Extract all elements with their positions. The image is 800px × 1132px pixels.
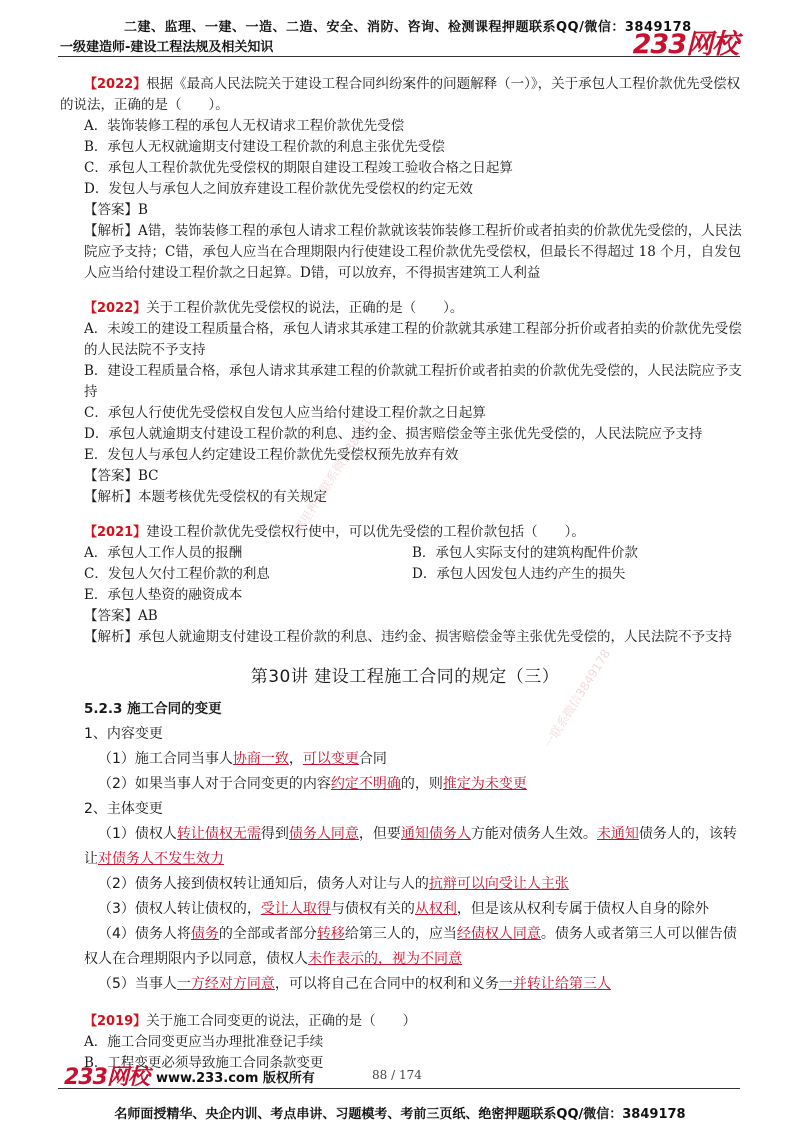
question-stem: 建设工程价款优先受偿权行使中，可以优先受偿的工程价款包括（ ）。	[146, 524, 585, 540]
highlight: 债务人同意	[288, 826, 359, 842]
content-line: （1）债权人转让债权无需得到债务人同意，但要通知债务人方能对债务人生效。未通知债务人的，该转让对债务人不发生效力	[84, 826, 737, 867]
subheading: 1、内容变更	[84, 726, 163, 742]
page-content	[60, 74, 750, 1074]
highlight: 转移	[316, 926, 345, 942]
question-stem: 关于施工合同变更的说法，正确的是（ ）	[146, 1013, 417, 1029]
option-b: B．工程变更必须导致施工合同条款变更	[84, 1055, 324, 1071]
content-line: （5）当事人一方经对方同意，可以将自己在合同中的权利和义务一并转让给第三人	[98, 976, 611, 992]
header-divider	[58, 56, 740, 57]
option-d: D．承包人就逾期支付建设工程价款的利息、违约金、损害赔偿金等主张优先受偿的，人民法院应予支持	[84, 426, 703, 442]
option-d: D．承包人因发包人违约产生的损失	[412, 566, 626, 582]
footer-note: 名师面授精华、央企内训、考点串讲、习题模考、考前三页纸、绝密押题联系QQ/微信：3849178	[114, 1107, 686, 1122]
content-line: （4）债务人将债务的全部或者部分转移给第三人的，应当经债权人同意。债务人或者第三人可以催告债权人在合理期限内予以同意，债权人未作表示的，视为不同意	[84, 926, 737, 967]
question-stem: 关于工程价款优先受偿权的说法，正确的是（ ）。	[146, 300, 464, 316]
year-tag: 【2019】	[84, 1014, 147, 1029]
option-c: C．发包人欠付工程价款的利息	[84, 566, 270, 582]
question-stem: 根据《最高人民法院关于建设工程合同纠纷案件的问题解释（一）》，关于承包人工程价款优先受偿权的说法，正确的是（ ）。	[60, 76, 741, 113]
option-b: B．建设工程质量合格，承包人请求其承建工程的价款就工程折价或者拍卖的价款优先受偿的，人民法院应予支持	[84, 363, 742, 400]
option-b: B．承包人实际支付的建筑构配件价款	[412, 545, 638, 561]
subheading: 2、主体变更	[84, 801, 163, 817]
highlight: 抗辩可以向受让人主张	[428, 876, 569, 892]
content-line: （2）如果当事人对于合同变更的内容约定不明确的，则推定为未变更	[98, 776, 527, 792]
year-tag: 【2022】	[84, 301, 147, 316]
year-tag: 【2021】	[84, 525, 147, 540]
highlight: 约定不明确	[330, 776, 401, 792]
brand-logo: 233网校	[632, 29, 738, 60]
year-tag: 【2022】	[84, 77, 147, 92]
lecture-section	[60, 697, 750, 997]
highlight: 未通知	[596, 826, 639, 842]
option-a: A．承包人工作人员的报酬	[84, 545, 243, 561]
question-block	[60, 522, 750, 648]
option-a: A．装饰装修工程的承包人无权请求工程价款优先受偿	[84, 118, 405, 134]
footer-divider	[58, 1088, 740, 1089]
analysis: 【解析】承包人就逾期支付建设工程价款的利息、违约金、损害赔偿金等主张优先受偿的，人民法院不予支持	[84, 629, 732, 645]
highlight: 一方经对方同意	[176, 976, 275, 992]
question-block	[60, 1011, 750, 1074]
question-block	[60, 74, 750, 284]
highlight: 推定为未变更	[442, 776, 527, 792]
option-a: A．未竣工的建设工程质量合格，承包人请求其承建工程的价款就其承建工程部分折价或者拍卖的价款优先受偿的人民法院不予支持	[84, 321, 742, 358]
content-line: （1）施工合同当事人协商一致，可以变更合同	[98, 751, 387, 767]
lecture-title: 第30讲 建设工程施工合同的规定（三）	[250, 667, 560, 687]
highlight: 一并转让给第三人	[498, 976, 611, 992]
option-e: E．承包人垫资的融资成本	[84, 587, 243, 603]
highlight: 对债务人不发生效力	[98, 851, 224, 867]
option-a: A．施工合同变更应当办理批准登记手续	[84, 1034, 324, 1050]
content-line: （3）债权人转让债权的，受让人取得与债权有关的从权利，但是该从权利专属于债权人自身的除外	[98, 901, 709, 917]
highlight: 债务	[190, 926, 219, 942]
option-e: E．发包人与承包人约定建设工程价款优先受偿权预先放弃有效	[84, 447, 459, 463]
highlight: 经债权人同意	[456, 926, 541, 942]
footer-logo: 233网校	[64, 1065, 149, 1090]
watermark-text: 一联系微信3849178	[541, 646, 614, 751]
highlight: 受让人取得	[260, 901, 331, 917]
highlight: 未作表示的，视为不同意	[308, 951, 462, 967]
highlight: 可以变更	[302, 751, 359, 767]
section-heading: 5.2.3 施工合同的变更	[84, 701, 222, 717]
answer: 【答案】B	[84, 202, 148, 218]
content-line: （2）债务人接到债权转让通知后，债务人对让与人的抗辩可以向受让人主张	[98, 876, 569, 892]
option-c: C．承包人行使优先受偿权自发包人应当给付建设工程价款之日起算	[84, 405, 486, 421]
copyright: www.233.com 版权所有	[156, 1071, 315, 1086]
answer: 【答案】BC	[84, 468, 159, 484]
analysis: 【解析】本题考核优先受偿权的有关规定	[84, 489, 327, 505]
question-block	[60, 298, 750, 508]
document-subtitle: 一级建造师-建设工程法规及相关知识	[60, 40, 274, 55]
analysis: 【解析】A错，装饰装修工程的承包人请求工程价款就该装饰装修工程折价或者拍卖的价款优先受偿的，人民法院应予支持；C错，承包人应当在合理期限内行使建设工程价款优先受偿权，但最长不得超过 18 个月，自发包人应当给付建设工程价款之日起算。D错，可以放弃，不得损害建筑工人利益	[84, 223, 742, 281]
highlight: 通知债务人	[400, 826, 471, 842]
page-number: 88 / 174	[372, 1068, 422, 1082]
watermark-text: 哪里押题联系微信3849178	[291, 401, 383, 536]
option-c: C．承包人工程价款优先受偿权的期限自建设工程竣工验收合格之日起算	[84, 160, 513, 176]
option-b: B．承包人无权就逾期支付建设工程价款的利息主张优先受偿	[84, 139, 445, 155]
header-banner: 二建、监理、一建、一造、二造、安全、消防、咨询、检测课程押题联系QQ/微信：3849178	[124, 20, 692, 35]
answer: 【答案】AB	[84, 608, 158, 624]
highlight: 从权利	[414, 901, 457, 917]
option-d: D．发包人与承包人之间放弃建设工程价款优先受偿权的约定无效	[84, 181, 473, 197]
highlight: 转让债权无需	[176, 826, 261, 842]
highlight: 协商一致	[232, 751, 289, 767]
